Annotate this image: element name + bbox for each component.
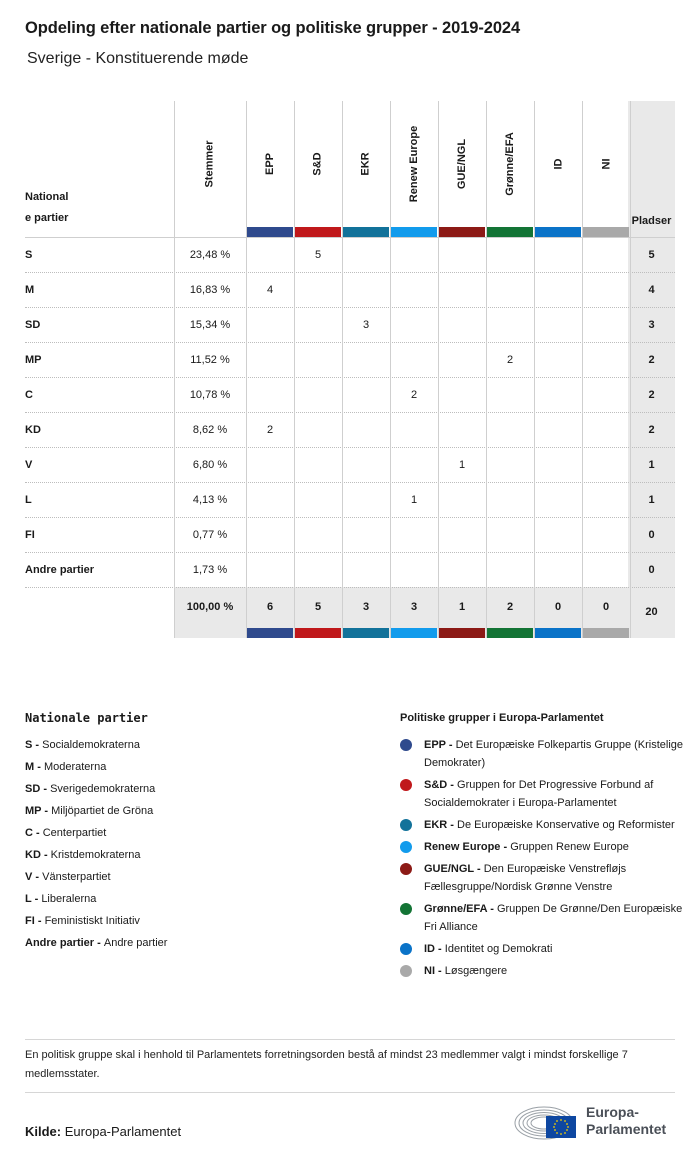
- separator: -: [94, 937, 104, 949]
- group-header: [294, 101, 342, 226]
- party-name: SD: [25, 319, 41, 331]
- national-parties-header-line: e partier: [25, 212, 69, 224]
- party-abbr: S: [25, 739, 33, 751]
- logo-text-line: Europa-: [586, 1104, 639, 1120]
- party-name: KD: [25, 424, 41, 436]
- separator: -: [34, 915, 45, 927]
- group-header-label: EKR: [359, 151, 372, 176]
- party-seats: 0: [648, 529, 655, 541]
- party-seats: 1: [648, 459, 655, 471]
- national-parties-header-line: National: [25, 191, 69, 203]
- column-divider: [534, 101, 535, 638]
- group-total: 6: [266, 601, 274, 613]
- group-abbr: EPP: [424, 739, 446, 751]
- footnote: En politisk gruppe skal i henhold til Parlamentets forretningsorden bestå af mindst 23 medlemmer valgt i mindst forskellige 7 medlemsstater.: [25, 1049, 628, 1080]
- parliament-hemicycle-icon: [514, 1101, 580, 1141]
- table-row: [25, 308, 675, 343]
- group-color-bar: [582, 227, 629, 237]
- group-color-dot-icon: [400, 739, 412, 751]
- group-color-dot-icon: [400, 943, 412, 955]
- party-votes: 8,62 %: [192, 424, 228, 436]
- separator: -: [40, 849, 51, 861]
- votes-header: [174, 101, 246, 226]
- party-votes: 15,34 %: [189, 319, 231, 331]
- political-group-legend-item: [400, 900, 685, 936]
- party-votes: 1,73 %: [192, 564, 228, 576]
- party-seats: 2: [648, 424, 655, 436]
- group-color-dot-icon: [400, 779, 412, 791]
- group-header: [342, 101, 390, 226]
- table-row: [25, 343, 675, 378]
- political-group-legend-item: [400, 860, 685, 896]
- column-divider: [294, 101, 295, 638]
- party-seats: 4: [648, 284, 655, 296]
- political-group-legend-item: [400, 816, 685, 834]
- national-party-legend-item: [25, 757, 167, 779]
- political-group-legend-item: [400, 736, 685, 772]
- political-groups-legend: [400, 736, 685, 984]
- group-header: [390, 101, 438, 226]
- group-color-dot-icon: [400, 903, 412, 915]
- group-total: 0: [602, 601, 610, 613]
- divider: [25, 1092, 675, 1093]
- divider: [25, 1039, 675, 1040]
- party-name: C: [25, 389, 33, 401]
- column-divider: [390, 101, 391, 638]
- column-divider: [342, 101, 343, 638]
- group-abbr: ID: [424, 943, 435, 955]
- source-label: Kilde:: [25, 1124, 62, 1139]
- group-color-bar: [438, 628, 485, 638]
- column-divider: [246, 101, 247, 638]
- table-row: [25, 238, 675, 273]
- group-color-bar: [294, 628, 341, 638]
- group-header-label: NI: [600, 158, 612, 169]
- group-color-bar: [342, 628, 389, 638]
- party-name: S: [25, 249, 33, 261]
- group-total: 5: [314, 601, 322, 613]
- national-parties-header: [25, 187, 85, 229]
- party-abbr: Andre partier: [25, 937, 95, 949]
- party-votes: 10,78 %: [189, 389, 231, 401]
- political-group-legend-item: [400, 776, 685, 812]
- party-seats: 1: [648, 494, 655, 506]
- group-abbr: NI: [424, 965, 435, 977]
- party-votes: 23,48 %: [189, 249, 231, 261]
- column-divider: [630, 101, 631, 638]
- party-abbr: KD: [25, 849, 41, 861]
- group-full-name: Identitet og Demokrati: [444, 943, 553, 955]
- table-row: [25, 378, 675, 413]
- separator: -: [487, 903, 497, 915]
- separator: -: [40, 783, 51, 795]
- group-color-dot-icon: [400, 863, 412, 875]
- group-full-name: Den Europæiske Venstrefløjs Fællesgruppe/Nordisk Grønne Venstre: [424, 863, 627, 893]
- separator: -: [447, 779, 458, 791]
- group-header-label: ID: [552, 158, 564, 169]
- separator: -: [500, 841, 511, 853]
- group-total: 3: [362, 601, 370, 613]
- separator: -: [435, 965, 445, 977]
- group-color-bar: [246, 628, 293, 638]
- group-color-bar: [390, 628, 437, 638]
- party-name: L: [25, 494, 32, 506]
- group-full-name: Løsgængere: [444, 965, 508, 977]
- group-abbr: EKR: [424, 819, 448, 831]
- logo-text-line: Parlamentet: [586, 1121, 667, 1137]
- political-groups-legend-title: Politiske grupper i Europa-Parlamentet: [400, 712, 604, 724]
- party-full-name: Socialdemokraterna: [42, 739, 140, 751]
- separator: -: [473, 863, 484, 875]
- party-seats: 0: [648, 564, 655, 576]
- party-full-name: Andre partier: [103, 937, 168, 949]
- separator: -: [445, 739, 456, 751]
- national-party-legend-item: [25, 735, 167, 757]
- party-name: V: [25, 459, 33, 471]
- party-abbr: L: [25, 893, 32, 905]
- group-total: 2: [506, 601, 514, 613]
- party-seats: 5: [648, 249, 655, 261]
- table-row: [25, 413, 675, 448]
- party-votes: 16,83 %: [189, 284, 231, 296]
- table-row: [25, 273, 675, 308]
- source-value: Europa-Parlamentet: [64, 1124, 182, 1139]
- group-full-name: Det Europæiske Folkepartis Gruppe (Kristelige Demokrater): [424, 739, 684, 769]
- group-header: [246, 101, 294, 226]
- group-color-dot-icon: [400, 819, 412, 831]
- totals-row: [25, 587, 675, 628]
- party-full-name: Liberalerna: [41, 893, 97, 905]
- group-total: 0: [554, 601, 562, 613]
- seats-header: Pladser: [631, 215, 672, 227]
- group-header: [486, 101, 534, 226]
- group-header-label: Renew Europe: [408, 125, 420, 202]
- group-header: [438, 101, 486, 226]
- party-votes: 11,52 %: [190, 354, 230, 366]
- group-abbr: S&D: [424, 779, 448, 791]
- party-abbr: SD: [25, 783, 41, 795]
- party-full-name: Moderaterna: [43, 761, 107, 773]
- group-color-bar: [534, 227, 581, 237]
- group-color-bar: [246, 227, 293, 237]
- group-color-bar: [486, 628, 533, 638]
- party-full-name: Vänsterpartiet: [42, 871, 111, 883]
- column-divider: [174, 101, 175, 638]
- group-full-name: Gruppen Renew Europe: [510, 841, 629, 853]
- group-color-bar: [390, 227, 437, 237]
- group-seat-cell: 2: [410, 389, 418, 401]
- national-party-legend-item: [25, 889, 167, 911]
- group-full-name: Gruppen De Grønne/Den Europæiske Fri Alliance: [424, 903, 683, 933]
- table-row: [25, 483, 675, 518]
- national-parties-legend: [25, 735, 167, 955]
- party-votes: 4,13 %: [192, 494, 228, 506]
- party-full-name: Centerpartiet: [42, 827, 107, 839]
- column-divider: [486, 101, 487, 638]
- national-party-legend-item: [25, 845, 167, 867]
- party-seats: 2: [648, 354, 655, 366]
- group-seat-cell: 4: [266, 284, 274, 296]
- separator: -: [31, 893, 42, 905]
- page-title: Opdeling efter nationale partier og politiske grupper - 2019-2024: [25, 19, 521, 37]
- party-seats: 2: [648, 389, 655, 401]
- national-party-legend-item: [25, 867, 167, 889]
- group-seat-cell: 2: [266, 424, 274, 436]
- group-abbr: GUE/NGL: [424, 863, 474, 875]
- party-abbr: M: [25, 761, 35, 773]
- group-header-label: EPP: [263, 152, 276, 175]
- group-total: 1: [458, 601, 466, 613]
- group-full-name: De Europæiske Konservative og Reformister: [457, 819, 675, 831]
- national-party-legend-item: [25, 801, 167, 823]
- table-row: [25, 448, 675, 483]
- party-abbr: C: [25, 827, 33, 839]
- european-parliament-logo: [514, 1101, 684, 1145]
- party-full-name: Kristdemokraterna: [50, 849, 141, 861]
- group-color-dot-icon: [400, 841, 412, 853]
- group-seat-cell: 3: [362, 319, 370, 331]
- group-seat-cell: 5: [314, 249, 322, 261]
- group-seat-cell: 1: [410, 494, 418, 506]
- group-color-bar: [438, 227, 485, 237]
- separator: -: [41, 805, 52, 817]
- party-name: M: [25, 284, 35, 296]
- group-header: [582, 101, 630, 226]
- party-abbr: V: [25, 871, 33, 883]
- group-header-label: GUE/NGL: [456, 138, 468, 189]
- group-abbr: Grønne/EFA: [424, 903, 488, 915]
- group-seat-cell: 2: [506, 354, 514, 366]
- group-color-bar: [582, 628, 629, 638]
- party-votes: 0,77 %: [192, 529, 228, 541]
- column-divider: [438, 101, 439, 638]
- party-full-name: Feministiskt Initiativ: [44, 915, 140, 927]
- column-divider: [582, 101, 583, 638]
- party-name: FI: [25, 529, 35, 541]
- total-seats: 20: [645, 606, 658, 618]
- separator: -: [32, 827, 43, 839]
- group-color-bar: [342, 227, 389, 237]
- group-header-label: S&D: [311, 151, 324, 176]
- party-abbr: FI: [25, 915, 35, 927]
- political-group-legend-item: [400, 838, 685, 856]
- party-name: Andre partier: [25, 564, 95, 576]
- separator: -: [435, 943, 445, 955]
- party-seats: 3: [648, 319, 655, 331]
- party-abbr: MP: [25, 805, 42, 817]
- party-votes: 6,80 %: [192, 459, 228, 471]
- group-color-dot-icon: [400, 965, 412, 977]
- separator: -: [32, 871, 43, 883]
- group-seat-cell: 1: [458, 459, 466, 471]
- national-party-legend-item: [25, 911, 167, 933]
- votes-header-label: Stemmer: [203, 139, 216, 188]
- national-party-legend-item: [25, 779, 167, 801]
- table-row: [25, 553, 675, 588]
- group-full-name: Gruppen for Det Progressive Forbund af Socialdemokrater i Europa-Parlamentet: [424, 779, 654, 809]
- page-subtitle: Sverige - Konstituerende møde: [27, 50, 249, 67]
- party-name: MP: [25, 354, 42, 366]
- group-color-bar: [486, 227, 533, 237]
- group-color-bar: [534, 628, 581, 638]
- separator: -: [34, 761, 44, 773]
- national-party-legend-item: [25, 933, 167, 955]
- political-group-legend-item: [400, 940, 685, 958]
- separator: -: [32, 739, 43, 751]
- group-total: 3: [410, 601, 418, 613]
- national-party-legend-item: [25, 823, 167, 845]
- group-abbr: Renew Europe: [424, 841, 501, 853]
- group-header-label: Grønne/EFA: [504, 131, 516, 196]
- party-full-name: Miljöpartiet de Gröna: [51, 805, 154, 817]
- political-group-legend-item: [400, 962, 685, 980]
- logo-text: [586, 1104, 666, 1138]
- national-parties-legend-title: Nationale partier: [25, 711, 148, 725]
- party-full-name: Sverigedemokraterna: [50, 783, 156, 795]
- group-header: [534, 101, 582, 226]
- table-row: [25, 518, 675, 553]
- separator: -: [447, 819, 458, 831]
- total-votes: 100,00 %: [186, 601, 234, 613]
- source: [25, 1124, 181, 1139]
- group-color-bar: [294, 227, 341, 237]
